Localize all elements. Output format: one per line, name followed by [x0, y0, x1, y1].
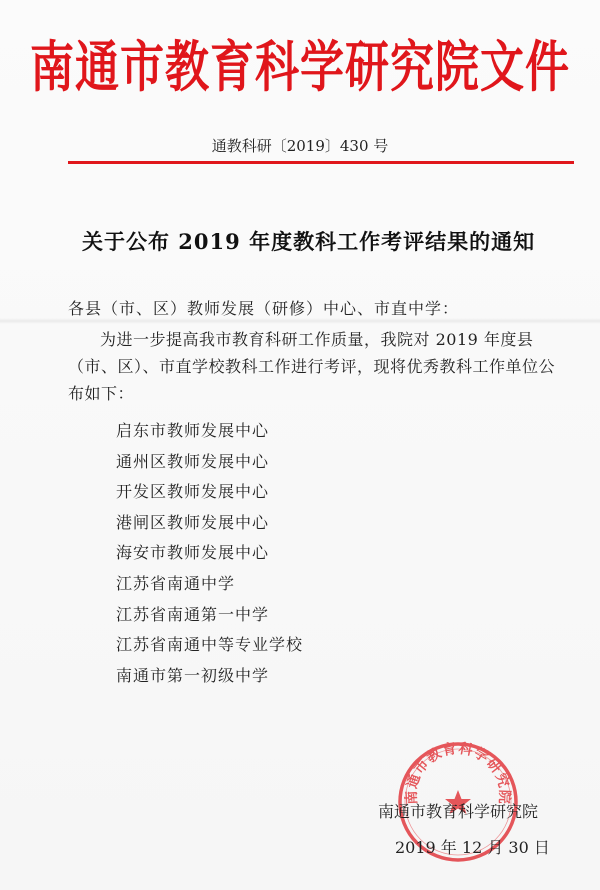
- unit-item: 海安市教师发展中心: [116, 543, 270, 563]
- signature-organization: 南通市教育科学研究院: [378, 802, 539, 821]
- unit-item: 江苏省南通第一中学: [116, 604, 270, 624]
- notice-title: 关于公布 2019 年度教科工作考评结果的通知: [82, 229, 536, 254]
- red-divider-line: [68, 161, 574, 164]
- unit-item: 通州区教师发展中心: [116, 451, 270, 471]
- excellent-unit-list: [116, 416, 303, 691]
- unit-item: 江苏省南通中学: [116, 573, 236, 593]
- recipient-line: 各县（市、区）教师发展（研修）中心、市直中学：: [68, 299, 460, 318]
- unit-item: 南通市第一初级中学: [116, 665, 270, 685]
- document-header-title: 南通市教育科学研究院文件: [30, 35, 570, 100]
- unit-item: 江苏省南通中等专业学校: [116, 635, 304, 655]
- unit-item: 港闸区教师发展中心: [116, 512, 270, 532]
- unit-item: 开发区教师发展中心: [116, 482, 270, 502]
- unit-item: 启东市教师发展中心: [116, 421, 270, 440]
- signature-date: 2019 年 12 月 30 日: [395, 838, 550, 857]
- seal-arc-text: 南通市教育科学研究院: [403, 740, 513, 805]
- body-paragraph: 为进一步提高我市教育科研工作质量，我院对 2019 年度县（市、区）、市直学校教科工作进行考评，现将优秀教科工作单位公布如下：: [68, 330, 556, 403]
- document-number: 通教科研〔2019〕430 号: [211, 137, 389, 155]
